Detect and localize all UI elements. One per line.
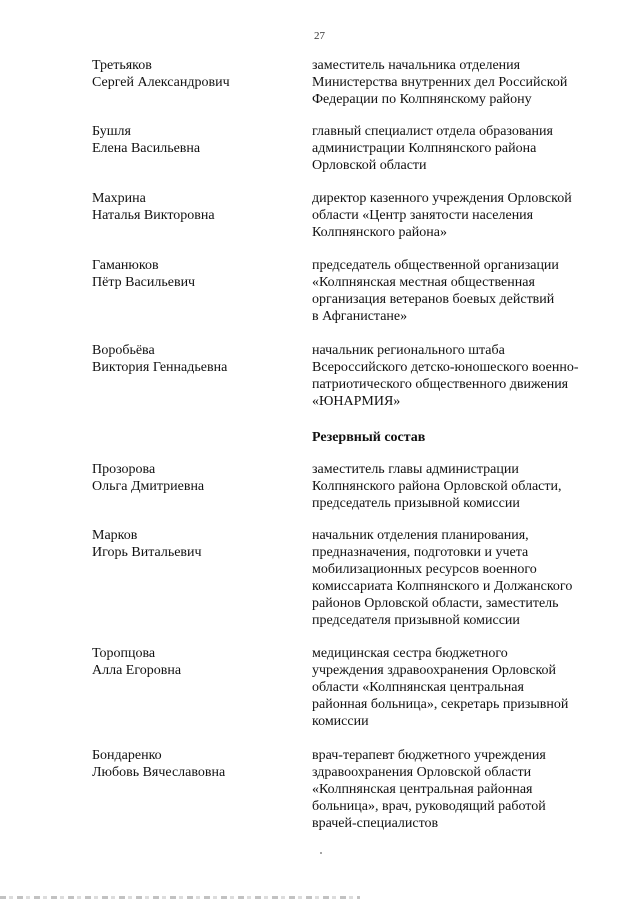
member-surname: Воробьёва xyxy=(92,343,155,358)
scan-edge-artifact xyxy=(0,896,360,899)
position-line: патриотического общественного движения xyxy=(312,377,569,392)
position-line: администрации Колпнянского района xyxy=(312,141,537,156)
position-line: Федерации по Колпнянскому району xyxy=(312,92,532,107)
member-surname: Гаманюков xyxy=(92,258,159,273)
member-surname: Махрина xyxy=(92,191,146,206)
member-given-names: Алла Егоровна xyxy=(92,663,182,678)
member-position xyxy=(312,190,612,241)
member-name xyxy=(92,527,292,561)
position-line: врач-терапевт бюджетного учреждения xyxy=(312,748,546,763)
position-line: главный специалист отдела образования xyxy=(312,124,553,139)
member-surname: Третьяков xyxy=(92,58,152,73)
member-given-names: Ольга Дмитриевна xyxy=(92,479,205,494)
member-given-names: Игорь Витальевич xyxy=(92,545,202,560)
scan-speck xyxy=(320,852,322,854)
position-line: врачей-специалистов xyxy=(312,816,439,831)
member-name xyxy=(92,747,292,781)
position-line: «Колпнянская местная общественная xyxy=(312,275,535,290)
member-position xyxy=(312,747,612,832)
position-line: медицинская сестра бюджетного xyxy=(312,646,508,661)
position-line: комиссии xyxy=(312,714,369,729)
member-given-names: Любовь Вячеславовна xyxy=(92,765,226,780)
member-position xyxy=(312,342,612,410)
position-line: Министерства внутренних дел Российской xyxy=(312,75,568,90)
member-position xyxy=(312,461,612,512)
position-line: организация ветеранов боевых действий xyxy=(312,292,555,307)
member-given-names: Сергей Александрович xyxy=(92,75,230,90)
position-line: начальник отделения планирования, xyxy=(312,528,529,543)
reserve-section-heading: Резервный состав xyxy=(312,430,426,445)
member-position xyxy=(312,123,612,174)
member-surname: Торопцова xyxy=(92,646,156,661)
position-line: Колпнянского района Орловской области, xyxy=(312,479,562,494)
member-name xyxy=(92,57,292,91)
member-surname: Прозорова xyxy=(92,462,156,477)
position-line: районная больница», секретарь призывной xyxy=(312,697,569,712)
position-line: комиссариата Колпнянского и Должанского xyxy=(312,579,573,594)
position-line: заместитель главы администрации xyxy=(312,462,519,477)
member-name xyxy=(92,645,292,679)
position-line: Колпнянского района» xyxy=(312,225,447,240)
position-line: области «Центр занятости населения xyxy=(312,208,534,223)
position-line: заместитель начальника отделения xyxy=(312,58,521,73)
position-line: председателя призывной комиссии xyxy=(312,613,520,628)
page-number: 27 xyxy=(314,30,325,42)
position-line: «ЮНАРМИЯ» xyxy=(312,394,401,409)
position-line: председатель призывной комиссии xyxy=(312,496,520,511)
member-given-names: Елена Васильевна xyxy=(92,141,201,156)
member-name xyxy=(92,123,292,157)
position-line: в Афганистане» xyxy=(312,309,408,324)
position-line: начальник регионального штаба xyxy=(312,343,505,358)
member-surname: Марков xyxy=(92,528,138,543)
member-position xyxy=(312,257,612,325)
member-position xyxy=(312,645,612,730)
member-given-names: Виктория Геннадьевна xyxy=(92,360,228,375)
member-given-names: Наталья Викторовна xyxy=(92,208,215,223)
position-line: предназначения, подготовки и учета xyxy=(312,545,529,560)
position-line: учреждения здравоохранения Орловской xyxy=(312,663,557,678)
position-line: здравоохранения Орловской области xyxy=(312,765,532,780)
position-line: «Колпнянская центральная районная xyxy=(312,782,533,797)
member-given-names: Пётр Васильевич xyxy=(92,275,196,290)
position-line: Орловской области xyxy=(312,158,427,173)
member-position xyxy=(312,527,612,629)
position-line: директор казенного учреждения Орловской xyxy=(312,191,572,206)
position-line: больница», врач, руководящий работой xyxy=(312,799,546,814)
member-name xyxy=(92,342,292,376)
member-name xyxy=(92,190,292,224)
position-line: мобилизационных ресурсов военного xyxy=(312,562,537,577)
member-position xyxy=(312,57,612,108)
position-line: Всероссийского детско-юношеского военно- xyxy=(312,360,579,375)
member-surname: Бондаренко xyxy=(92,748,162,763)
position-line: области «Колпнянская центральная xyxy=(312,680,524,695)
member-name xyxy=(92,257,292,291)
member-name xyxy=(92,461,292,495)
position-line: председатель общественной организации xyxy=(312,258,559,273)
member-surname: Бушля xyxy=(92,124,131,139)
position-line: районов Орловской области, заместитель xyxy=(312,596,559,611)
